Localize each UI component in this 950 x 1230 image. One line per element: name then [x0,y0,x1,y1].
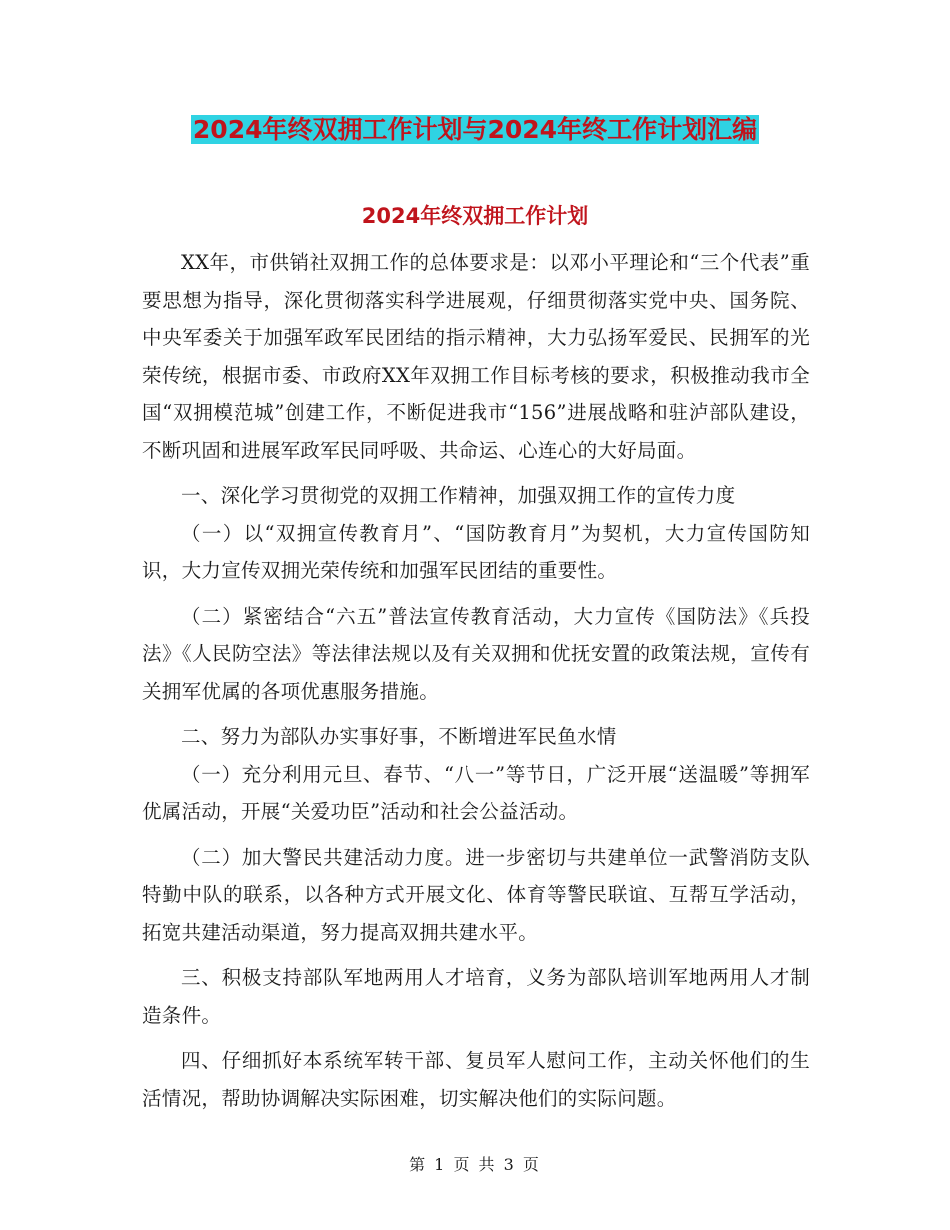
paragraph-1-2: （二）紧密结合“六五”普法宣传教育活动，大力宣传《国防法》《兵投法》《人民防空法》等法律法规以及有关双拥和优抚安置的政策法规，宣传有关拥军优属的各项优惠服务措施。 [142,604,810,703]
paragraph-heading-1: 一、深化学习贯彻党的双拥工作精神，加强双拥工作的宣传力度 [181,484,736,507]
paragraph-2-2: （二）加大警民共建活动力度。进一步密切与共建单位一武警消防支队特勤中队的联系，以各种方式开展文化、体育等警民联谊、互帮互学活动，拓宽共建活动渠道，努力提高双拥共建水平。 [142,845,810,944]
paragraph-intro: XX年，市供销社双拥工作的总体要求是：以邓小平理论和“三个代表”重要思想为指导，深化贯彻落实科学进展观，仔细贯彻落实党中央、国务院、中央军委关于加强军政军民团结的指示精神，大力弘扬军爱民、民拥军的光荣传统，根据市委、市政府XX年双拥工作目标考核的要求，积极推动我市全国“双拥模范城”创建工作，不断促进我市“156”进展战略和驻泸部队建设，不断巩固和进展军政军民同呼吸、共命运、心连心的大好局面。 [142,251,810,462]
paragraph-heading-2: 二、努力为部队办实事好事，不断增进军民鱼水情 [181,725,617,748]
paragraph-1-1: （一）以“双拥宣传教育月”、“国防教育月”为契机，大力宣传国防知识，大力宣传双拥光荣传统和加强军民团结的重要性。 [142,521,810,582]
document-title [0,112,950,148]
paragraph-2-1: （一）充分利用元旦、春节、“八一”等节日，广泛开展“送温暖”等拥军优属活动，开展“关爱功臣”活动和社会公益活动。 [142,762,810,823]
page-footer: 第 1 页 共 3 页 [409,1155,541,1174]
document-title-text: 2024年终双拥工作计划与2024年终工作计划汇编 [192,115,758,144]
paragraph-heading-3: 三、积极支持部队军地两用人才培育，义务为部队培训军地两用人才制造条件。 [142,966,810,1027]
document-body [142,244,810,1117]
paragraph-heading-4: 四、仔细抓好本系统军转干部、复员军人慰问工作，主动关怀他们的生活情况，帮助协调解决实际困难，切实解决他们的实际问题。 [142,1049,810,1110]
section-title: 2024年终双拥工作计划 [361,204,589,228]
